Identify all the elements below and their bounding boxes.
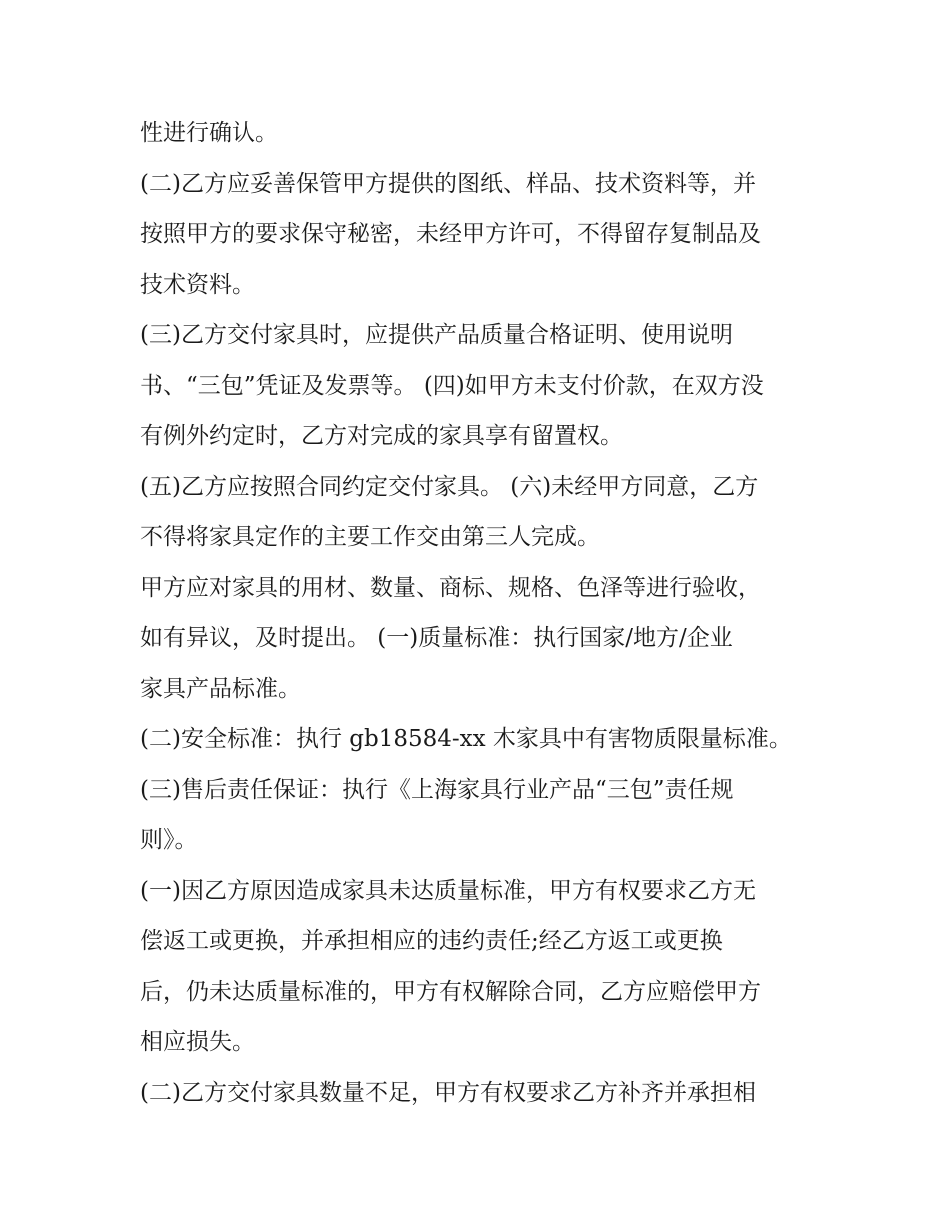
text-line: 不得将家具定作的主要工作交由第三人完成。: [140, 524, 600, 550]
text-line: (五)乙方应按照合同约定交付家具。 (六)未经甲方同意，乙方: [140, 473, 759, 500]
text-line: 有例外约定时，乙方对完成的家具享有留置权。: [140, 423, 623, 449]
text-line: 偿返工或更换，并承担相应的违约责任;经乙方返工或更换: [140, 928, 723, 954]
text-line: (二)乙方交付家具数量不足，甲方有权要求乙方补齐并承担相: [140, 1079, 756, 1106]
text-line: 书、“三包”凭证及发票等。 (四)如甲方未支付价款，在双方没: [140, 372, 764, 399]
text-line: 家具产品标准。: [140, 675, 301, 702]
text-line: 相应损失。: [140, 1029, 255, 1055]
text-line: 性进行确认。: [140, 120, 278, 146]
text-line: (一)因乙方原因造成家具未达质量标准，甲方有权要求乙方无: [140, 877, 756, 904]
text-line: 后，仍未达质量标准的，甲方有权解除合同，乙方应赔偿甲方: [140, 978, 761, 1005]
text-line: 按照甲方的要求保守秘密，未经甲方许可，不得留存复制品及: [140, 221, 761, 247]
text-line: (三)售后责任保证：执行《上海家具行业产品“三包”责任规: [140, 776, 734, 803]
text-line: 甲方应对家具的用材、数量、商标、规格、色泽等进行验收，: [140, 574, 761, 601]
text-line: 则》。: [140, 827, 198, 853]
text-line: (二)乙方应妥善保管甲方提供的图纸、样品、技术资料等，并: [140, 170, 756, 197]
text-line: (三)乙方交付家具时，应提供产品质量合格证明、使用说明: [140, 322, 733, 348]
text-line: (二)安全标准：执行 gb18584-xx 木家具中有害物质限量标准。: [140, 726, 792, 752]
document-body: [140, 108, 820, 1118]
text-line: 技术资料。: [140, 271, 255, 298]
text-line: 如有异议，及时提出。 (一)质量标准：执行国家/地方/企业: [140, 625, 733, 651]
